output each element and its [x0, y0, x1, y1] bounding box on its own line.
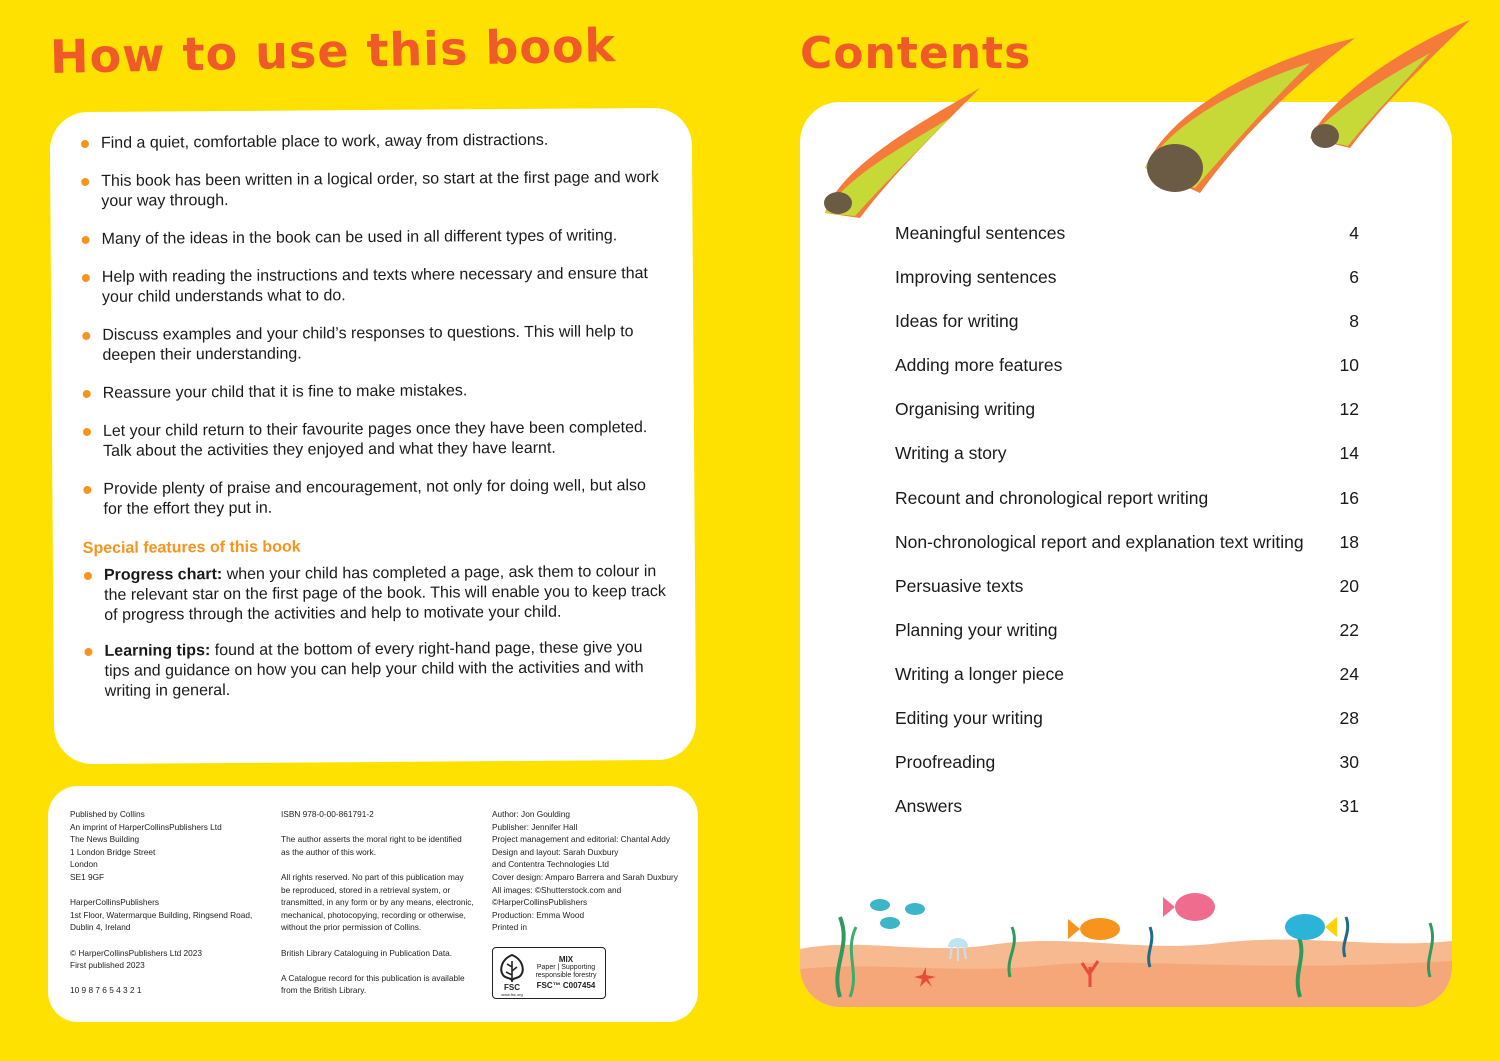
imprint-rights-column	[281, 808, 481, 1010]
contents-entry-title: Non-chronological report and explanation text writing	[895, 531, 1304, 552]
contents-entry-page: 30	[1339, 752, 1359, 773]
page-title-how-to-use: How to use this book	[49, 18, 617, 84]
contents-entry-page: 14	[1339, 443, 1359, 464]
contents-entry-page: 12	[1339, 399, 1359, 420]
print-line: 10 9 8 7 6 5 4 3 2 1	[70, 985, 142, 996]
page-title-contents: Contents	[800, 28, 1032, 79]
contents-entry	[895, 796, 1359, 840]
feature-learning-tips	[83, 638, 668, 702]
contents-entry-title: Planning your writing	[895, 619, 1058, 640]
imprint-text: HarperCollinsPublishers 1st Floor, Watermarque Building, Ringsend Road, Dublin 4, Ireland	[70, 897, 253, 933]
jellyfish	[948, 938, 968, 961]
fsc-brand: FSC	[504, 982, 520, 992]
fsc-code: FSC™ C007454	[536, 980, 596, 990]
feature-text: when your child has completed a page, ask them to colour in the relevant star on the first page of the book. This will enable you to keep track of progress through the activities and help to motivate your child.	[104, 563, 666, 624]
contents-entry	[895, 399, 1359, 443]
contents-entry-title: Recount and chronological report writing	[895, 487, 1209, 508]
contents-entry-page: 4	[1349, 223, 1359, 243]
feature-text: found at the bottom of every right-hand page, these give you tips and guidance on how you can help your child with the activities and with writing in general.	[104, 639, 644, 700]
contents-entry-page: 28	[1339, 708, 1359, 729]
contents-entry-page: 24	[1339, 663, 1359, 684]
contents-entry-page: 22	[1339, 619, 1359, 640]
contents-entry-page: 6	[1349, 267, 1359, 288]
isbn: ISBN 978-0-00-861791-2	[281, 809, 374, 819]
contents-entry-title: Improving sentences	[895, 267, 1057, 288]
feature-label: Learning tips:	[104, 642, 211, 660]
contents-entry	[895, 532, 1359, 576]
tip-item: Find a quiet, comfortable place to work, away from distractions.	[80, 130, 665, 154]
contents-entry-page: 31	[1339, 796, 1359, 817]
tip-item: Reassure your child that it is fine to make mistakes.	[82, 380, 667, 404]
fsc-site: www.fsc.org	[501, 991, 523, 997]
contents-entry	[895, 664, 1359, 708]
table-of-contents	[895, 223, 1359, 840]
tips-list	[80, 130, 668, 520]
contents-entry	[895, 223, 1359, 267]
contents-panel	[800, 102, 1452, 1007]
contents-entry-title: Adding more features	[895, 355, 1063, 376]
imprint-publisher-column	[70, 808, 270, 1010]
contents-entry-title: Writing a longer piece	[895, 663, 1064, 684]
contents-entry	[895, 267, 1359, 311]
sand-lower	[800, 961, 1452, 1007]
contents-entry-title: Editing your writing	[895, 708, 1043, 729]
contents-entry-title: Writing a story	[895, 443, 1007, 464]
contents-entry	[895, 488, 1359, 532]
fsc-mix-label: MIX	[558, 954, 574, 964]
special-features-heading: Special features of this book	[82, 538, 301, 558]
contents-entry-title: Answers	[895, 796, 963, 817]
imprint-credits-column	[492, 808, 687, 999]
feature-progress-chart	[83, 562, 668, 626]
contents-entry-page: 16	[1339, 487, 1359, 508]
contents-entry	[895, 576, 1359, 620]
imprint-text: © HarperCollinsPublishers Ltd 2023 First published 2023	[70, 947, 203, 971]
fsc-tree-icon	[493, 949, 531, 997]
imprint-text: The author asserts the moral right to be identified as the author of this work.	[281, 834, 462, 857]
features-list	[83, 562, 669, 702]
contents-entry	[895, 443, 1359, 487]
credits-text: Author: Jon Goulding Publisher: Jennifer Hall Project management and editorial: Chantal Addy Design and layout: Sarah Duxbury and Contentra Technologies Ltd Cover design: Amparo Barrera and Sarah Duxbury All images: ©Shutterstock.com and ©HarperCollinsPublishers Production: Emma Wood Printed in	[492, 809, 678, 933]
tip-item: Let your child return to their favourite pages once they have been completed. Talk about the activities they enjoyed and what they have learnt.	[82, 418, 667, 462]
fsc-logo	[492, 947, 606, 999]
fsc-paper-label: Paper | Supporting responsible forestry	[535, 963, 597, 979]
imprint-panel	[48, 786, 698, 1022]
contents-entry-title: Ideas for writing	[895, 311, 1019, 332]
tip-item: This book has been written in a logical order, so start at the first page and work your way through.	[80, 168, 665, 212]
imprint-text: A Catalogue record for this publication is available from the British Library.	[281, 972, 465, 996]
fish-group	[870, 893, 1337, 940]
contents-entry	[895, 311, 1359, 355]
seabed-illustration	[800, 857, 1452, 1007]
contents-entry-page: 20	[1339, 575, 1359, 596]
contents-entry-title: Meaningful sentences	[895, 223, 1066, 243]
tip-item: Discuss examples and your child’s responses to questions. This will help to deepen their understanding.	[81, 322, 666, 366]
contents-entry	[895, 620, 1359, 664]
contents-entry	[895, 708, 1359, 752]
tip-item: Provide plenty of praise and encouragement, not only for doing well, but also for the effort they put in.	[82, 476, 667, 520]
imprint-text: Published by Collins An imprint of HarperCollinsPublishers Ltd The News Building 1 London Bridge Street London SE1 9GF	[70, 809, 222, 882]
contents-entry-title: Persuasive texts	[895, 575, 1024, 596]
contents-entry	[895, 752, 1359, 796]
contents-entry	[895, 355, 1359, 399]
contents-entry-page: 10	[1339, 355, 1359, 376]
imprint-text: All rights reserved. No part of this publication may be reproduced, stored in a retrieval system, or transmitted, in any form or by any means, electronic, mechanical, photocopying, recording or otherwise, without the prior permission of Collins.	[281, 871, 474, 933]
fsc-text	[531, 956, 601, 990]
feature-label: Progress chart:	[103, 566, 223, 584]
contents-entry-page: 18	[1339, 531, 1359, 552]
tip-item: Help with reading the instructions and texts where necessary and ensure that your child understands what to do.	[81, 264, 666, 308]
imprint-text: British Library Cataloguing in Publication Data.	[281, 947, 453, 958]
contents-entry-title: Proofreading	[895, 752, 996, 773]
tip-item: Many of the ideas in the book can be used in all different types of writing.	[81, 226, 666, 250]
contents-entry-title: Organising writing	[895, 399, 1036, 420]
contents-entry-page: 8	[1349, 311, 1359, 332]
how-to-use-panel	[50, 108, 697, 764]
